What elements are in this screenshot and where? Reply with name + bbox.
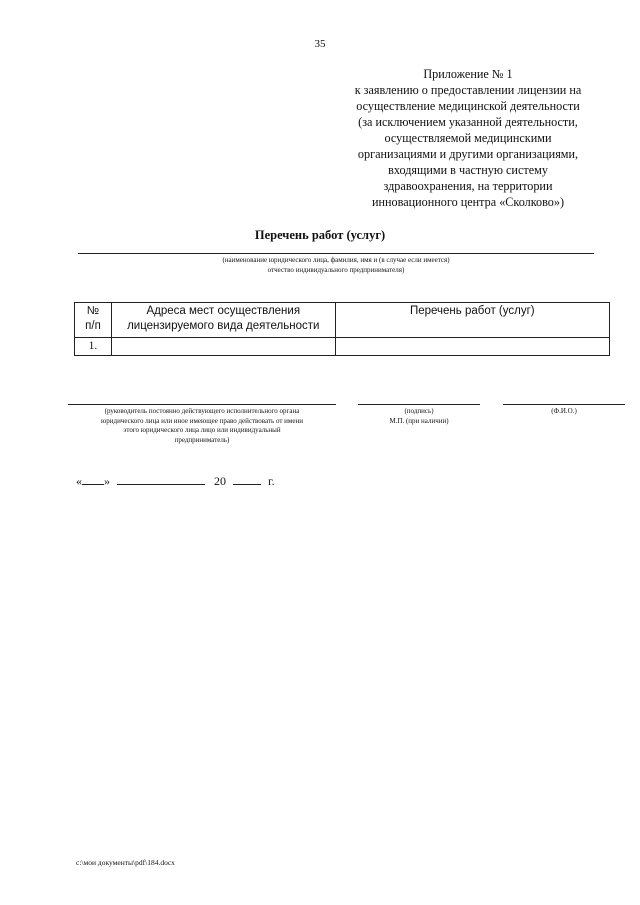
document-title: Перечень работ (услуг): [254, 228, 386, 242]
page-number: 35: [314, 38, 326, 50]
head-caption-line: юридического лица или иное имеющее право действовать от имени: [101, 416, 303, 425]
close-quote: »: [104, 474, 110, 488]
head-caption-line: (руководитель постоянно действующего исполнительного органа: [104, 407, 300, 415]
appendix-line: Приложение № 1: [423, 67, 513, 81]
sign-caption: (подпись): [404, 407, 434, 415]
appendix-line: инновационного центра «Сколково»): [371, 195, 565, 209]
stamp-caption: М.П. (при наличии): [389, 416, 449, 425]
org-caption-line-1: (наименование юридического лица, фамилия, имя и (в случае если имеется): [222, 256, 450, 264]
head-caption-line: этого юридического лица лицо или индивидуальный: [123, 426, 281, 434]
header-address-line-1: Адреса мест осуществления: [146, 305, 301, 317]
appendix-line: (за исключением указанной деятельности,: [358, 115, 578, 129]
header-works: Перечень работ (услуг): [335, 303, 609, 338]
org-name-line: [78, 253, 594, 254]
header-num-line-2: п/п: [85, 320, 101, 332]
year-prefix: 20: [214, 474, 226, 488]
appendix-line: осуществляемой медицинскими: [384, 131, 552, 145]
signature-caption: [358, 407, 480, 426]
appendix-line: осуществление медицинской деятельности: [356, 99, 580, 113]
head-caption-line: предприниматель): [174, 435, 230, 444]
table-header-row: [75, 303, 610, 338]
appendix-line: к заявлению о предоставлении лицензии на: [354, 83, 582, 97]
works-table: [74, 302, 610, 356]
appendix-line: входящими в частную систему: [388, 163, 548, 177]
header-address-line-2: лицензируемого вида деятельности: [127, 320, 320, 332]
date-line: [76, 473, 275, 489]
day-blank[interactable]: [82, 473, 104, 485]
org-name-caption: [78, 256, 594, 275]
open-quote: «: [76, 474, 82, 488]
head-line: [68, 404, 336, 405]
appendix-header: [336, 66, 600, 210]
head-caption: [68, 407, 336, 445]
year-suffix: г.: [268, 474, 275, 488]
header-address: [111, 303, 335, 338]
cell-num: 1.: [75, 338, 112, 356]
header-num-line-1: №: [86, 305, 100, 317]
year-blank[interactable]: [233, 473, 261, 485]
cell-works[interactable]: [335, 338, 609, 356]
fio-caption: (Ф.И.О.): [551, 407, 577, 415]
appendix-line: здравоохранения, на территории: [383, 179, 553, 193]
cell-address[interactable]: [111, 338, 335, 356]
appendix-line: организациями и другими организациями,: [357, 147, 579, 161]
signature-line: [358, 404, 480, 405]
fio-line: [503, 404, 625, 405]
header-num: [75, 303, 112, 338]
table-row: [75, 338, 610, 356]
month-blank[interactable]: [117, 473, 205, 485]
footer-file-path: c:\мои документы\pdf\184.docx: [76, 858, 175, 867]
org-caption-line-2: отчество индивидуального предпринимателя): [267, 265, 405, 274]
